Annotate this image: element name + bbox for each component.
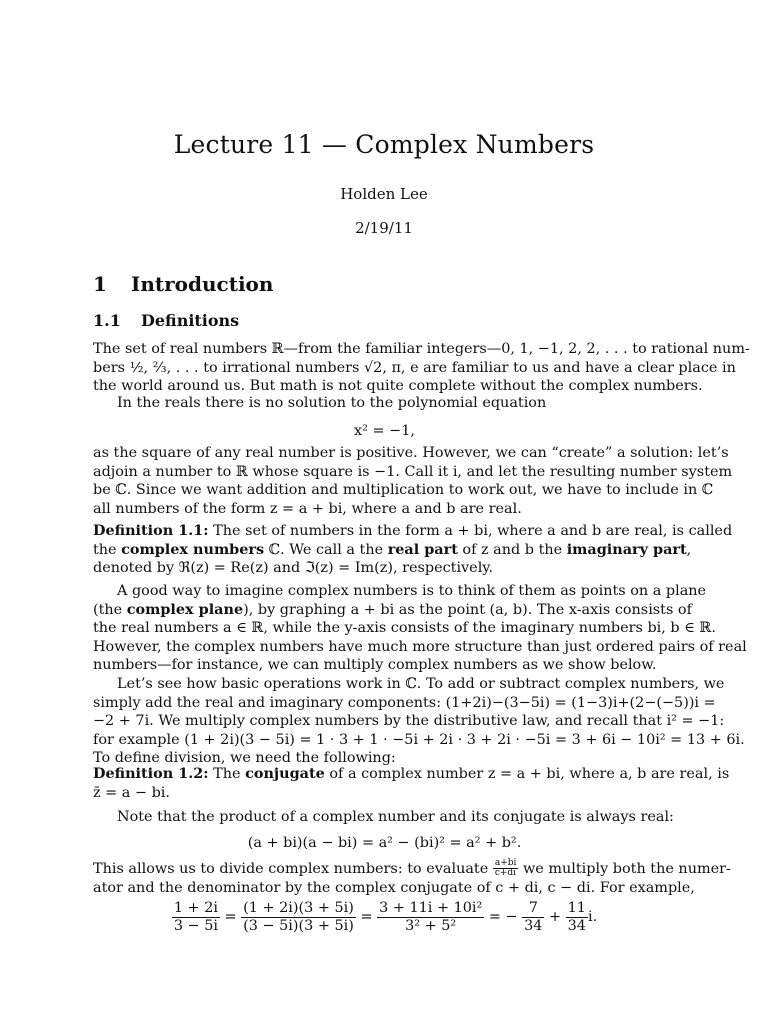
- fraction-numerator: 11: [567, 900, 586, 916]
- fraction-denominator: c+di: [494, 868, 517, 878]
- fraction-denominator: 34: [524, 918, 543, 934]
- definition-label: Definition 1.1:: [93, 522, 209, 539]
- paragraph-conjugate-product: [93, 808, 676, 852]
- plus-sign: +: [549, 909, 562, 925]
- paragraph-line: The set of real numbers ℝ—from the familiar integers—0, 1, −1, 2, 2, . . . to rational num-: [93, 341, 750, 357]
- paragraph-line: In the reals there is no solution to the polynomial equation: [117, 395, 547, 411]
- term-real-part: real part: [387, 540, 458, 558]
- fraction-numerator: 7: [522, 900, 544, 918]
- definition-1-2: [93, 765, 730, 802]
- definition-text: ,: [686, 541, 692, 558]
- definition-text: The set of numbers in the form a + bi, where a and b are real, is called: [213, 523, 733, 539]
- paragraph-text: we multiply both the numer-: [522, 861, 731, 877]
- paragraph-line: adjoin a number to ℝ whose square is −1. Call it i, and let the resulting number system: [93, 463, 733, 480]
- fraction: [522, 900, 544, 935]
- fraction: [241, 900, 356, 935]
- paragraph-line: the world around us. But math is not quite complete without the complex numbers.: [93, 378, 703, 394]
- paragraph-line: bers ½, ⅔, . . . to irrational numbers √2, π, e are familiar to us and have a clear place in: [93, 359, 736, 376]
- paragraph-text: ), by graphing a + bi as the point (a, b). The x-axis consists of: [243, 601, 692, 618]
- subsection-number: 1.1: [93, 311, 121, 330]
- paragraph-line: To define division, we need the following:: [93, 750, 396, 766]
- fraction: [172, 900, 220, 935]
- fraction-numerator: a+bi: [494, 858, 517, 868]
- paragraph-operations: [93, 675, 745, 768]
- paragraph-line: simply add the real and imaginary components: (1+2i)−(3−5i) = (1−3)i+(2−(−5))i =: [93, 694, 716, 711]
- paragraph-line: ator and the denominator by the complex conjugate of c + di, c − di. For example,: [93, 879, 695, 896]
- lecture-date: 2/19/11: [355, 219, 413, 237]
- equals-sign: =: [224, 909, 237, 925]
- definition-1-1: [93, 522, 733, 578]
- lecture-title: Lecture 11 — Complex Numbers: [173, 130, 595, 159]
- paragraph-line: all numbers of the form z = a + bi, where a and b are real.: [93, 500, 522, 517]
- definition-line: [93, 765, 730, 784]
- fraction-denominator: 3 − 5i: [173, 918, 218, 934]
- fraction-denominator: 3² + 5²: [405, 918, 457, 934]
- definition-label: Definition 1.2:: [93, 765, 209, 782]
- fraction: [566, 900, 588, 935]
- definition-line: z̄ = a − bi.: [93, 784, 170, 801]
- paragraph-line: However, the complex numbers have much more structure than just ordered pairs of real: [93, 638, 747, 655]
- paragraph-complex-plane: [93, 582, 747, 675]
- subsection-heading: [93, 311, 239, 330]
- definition-line: denoted by ℜ(z) = Re(z) and ℑ(z) = Im(z), respectively.: [93, 560, 494, 576]
- paragraph-division: [93, 858, 731, 897]
- paragraph-polynomial: [93, 394, 676, 440]
- paragraph-line: as the square of any real number is positive. However, we can “create” a solution: let’s: [93, 445, 729, 461]
- subsection-title: Definitions: [141, 311, 240, 330]
- paragraph-line: numbers—for instance, we can multiply complex numbers as we show below.: [93, 657, 657, 673]
- paragraph-line: for example (1 + 2i)(3 − 5i) = 1 · 3 + 1 · −5i + 2i · 3 + 2i · −5i = 3 + 6i − 10i² = 13 + 6i.: [93, 731, 745, 748]
- equation-conjugate-product: (a + bi)(a − bi) = a² − (bi)² = a² + b².: [247, 834, 522, 851]
- fraction-numerator: 3 + 11i + 10i²: [379, 900, 483, 916]
- paragraph-line: −2 + 7i. We multiply complex numbers by the distributive law, and recall that i² = −1:: [93, 713, 725, 729]
- paragraph-intro: [93, 340, 750, 396]
- paragraph-line: Let’s see how basic operations work in ℂ. To add or subtract complex numbers, we: [117, 676, 725, 692]
- definition-line: [93, 540, 692, 560]
- equation-tail: i.: [587, 909, 598, 925]
- paragraph-line: [93, 600, 692, 620]
- paragraph-line: be ℂ. Since we want addition and multiplication to work out, we have to include in ℂ: [93, 482, 714, 498]
- paragraph-adjoin: [93, 444, 733, 518]
- fraction-numerator: 1 + 2i: [173, 900, 218, 916]
- fraction-numerator: (1 + 2i)(3 + 5i): [243, 900, 354, 916]
- paragraph-line: [93, 858, 731, 879]
- equation-x-squared: x² = −1,: [354, 422, 415, 439]
- author-name: Holden Lee: [340, 185, 428, 203]
- term-imaginary-part: imaginary part: [566, 540, 687, 558]
- section-title: Introduction: [131, 272, 274, 296]
- paragraph-line: A good way to imagine complex numbers is to think of them as points on a plane: [117, 583, 707, 599]
- fraction: [377, 900, 484, 935]
- definition-text: the: [93, 541, 117, 558]
- definition-text: The: [213, 766, 241, 782]
- paragraph-line: Note that the product of a complex number and its conjugate is always real:: [117, 809, 674, 825]
- definition-text: of z and b the: [462, 541, 563, 558]
- equation-division-example: [93, 900, 676, 935]
- equals-minus-sign: = −: [488, 909, 518, 925]
- term-conjugate: conjugate: [245, 765, 325, 782]
- term-complex-numbers: complex numbers: [121, 540, 265, 558]
- fraction-denominator: 34: [567, 918, 586, 934]
- paragraph-text: (the: [93, 601, 123, 618]
- definition-text: of a complex number z = a + bi, where a, b are real, is: [329, 766, 730, 782]
- section-number: 1: [93, 272, 107, 296]
- definition-line: [93, 522, 733, 541]
- fraction-denominator: (3 − 5i)(3 + 5i): [243, 918, 354, 934]
- paragraph-text: This allows us to divide complex numbers: to evaluate: [93, 861, 489, 877]
- inline-fraction: [493, 859, 519, 878]
- definition-text: ℂ. We call a the: [268, 541, 384, 558]
- paragraph-line: the real numbers a ∈ ℝ, while the y-axis consists of the imaginary numbers bi, b ∈ ℝ.: [93, 620, 716, 636]
- section-heading: [93, 272, 273, 296]
- term-complex-plane: complex plane: [126, 600, 244, 618]
- equals-sign: =: [360, 909, 373, 925]
